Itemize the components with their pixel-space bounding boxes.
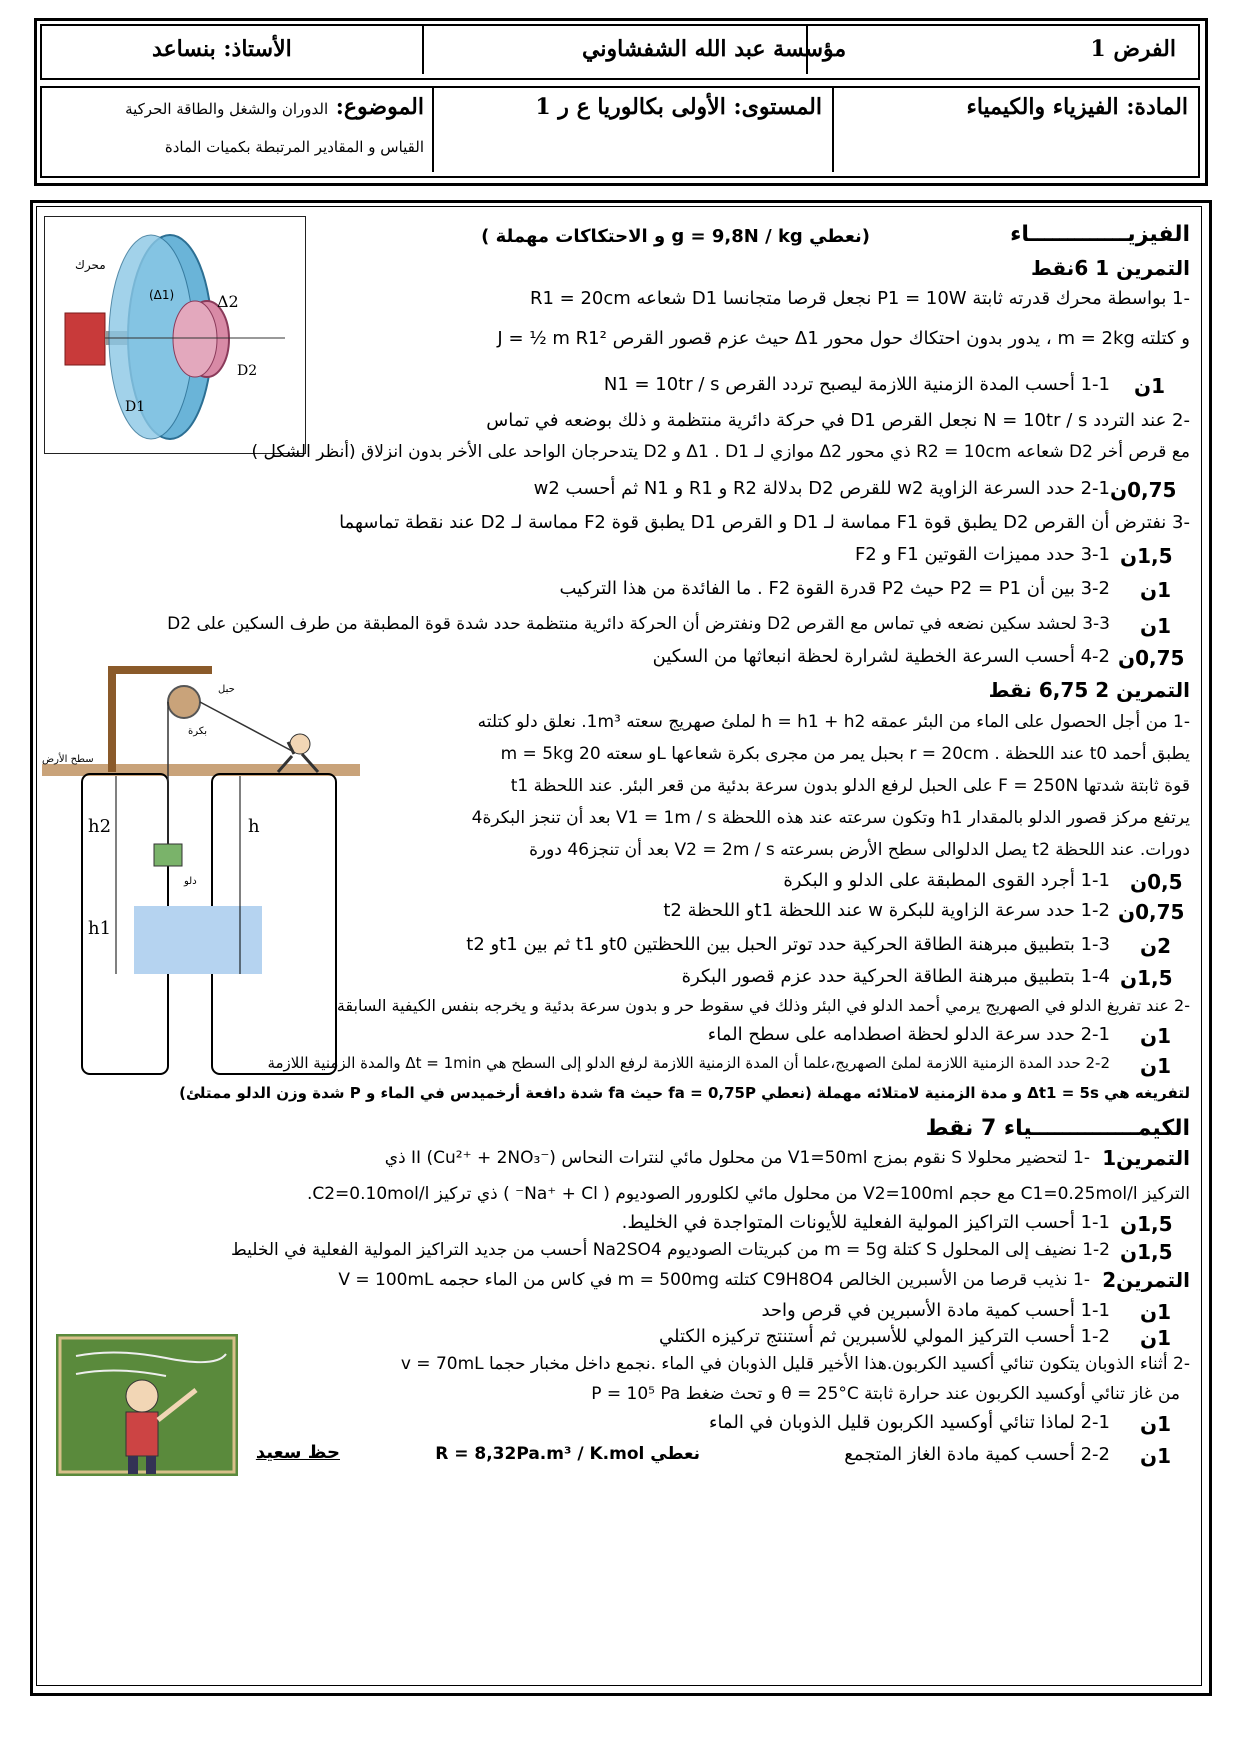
d1-label: D1 [125,399,146,415]
teacher-name: الأستاذ: بنساعد [152,36,292,62]
ex2-points-1: 0,75ن [1118,900,1185,924]
ex2-line-0: -1 من أجل الحصول على الماء من البئر عمقه h = h1 + h2 لملئ صهريج سعته 1m³. نعلق دلو كتلته [477,712,1190,732]
figure-disks [44,216,306,454]
bucket-label: دلو [184,876,197,887]
chem-ex2-points-3: 1ن [1140,1444,1171,1468]
ex1-line-3: -2 عند التردد N = 10tr / s نجعل القرص D1 في حركة دائرية منتظمة و ذلك بوضعه في تماس [486,410,1190,431]
ex2-points-4: 1ن [1140,1024,1171,1048]
bucket [154,844,182,866]
level: المستوى: الأولى بكالوريا ع ر 1 [535,94,822,120]
ex1-line-2: 1-1 أحسب المدة الزمنية اللازمة ليصبح تردد القرص N1 = 10tr / s [603,374,1110,395]
chem-ex1-points-0: 1,5ن [1120,1212,1173,1236]
well-diagram [42,662,360,1082]
subject: المادة: الفيزياء والكيمياء [966,94,1188,120]
motor-body [65,313,105,365]
h2-label: h2 [88,816,112,837]
ex2-points-0: 0,5ن [1130,870,1183,894]
chem-ex2-line-2: 1-2 أحسب التركيز المولي للأسبرين ثم أستنتج تركيزه الكتلي [659,1326,1110,1347]
header-row-2 [40,86,1200,178]
figure-well [42,662,360,1082]
chem-given-R: نعطي R = 8,32Pa.m³ / K.mol [435,1444,700,1464]
figure-chalkboard [56,1334,238,1476]
pulley-label: بكرة [188,726,208,737]
ex1-points-2: 1,5ن [1120,544,1173,568]
rope-label: حبل [218,684,235,695]
ex2-title: التمرين 2 6,75 نقط [988,678,1190,702]
h-label: h [248,816,260,837]
chem-ex2-line-1: 1-1 أحسب كمية مادة الأسبرين في قرص واحد [761,1300,1110,1321]
chemistry-title: الكيمــــــــــــــياء 7 نقط [925,1116,1190,1141]
physics-title: الفيزيـــــــــــــاء [1010,222,1190,247]
chem-ex2-line-5: 2-1 لماذا تنائي أوكسيد الكربون قليل الذوبان في الماء [708,1412,1110,1433]
topic-line-1: الدوران والشغل والطاقة الحركية [125,100,329,118]
ex1-line-5: 2-1 حدد السرعة الزاوية w2 للقرص D2 بدلالة R2 و R1 و N1 ثم أحسب w2 [533,478,1110,499]
header-row-1 [40,24,1200,80]
chem-ex1-line-0: -1 لتحضير محلولا S نقوم بمزج V1=50ml من محلول مائي لنترات النحاس II (Cu²⁺ + 2NO₃⁻) ذي [384,1148,1090,1168]
ex1-line-1: و كتلته m = 2kg ، يدور بدون احتكاك حول محور Δ1 حيث عزم قصور القرص J = ½ m R1² [497,328,1190,349]
chem-ex1-title: التمرين1 [1102,1146,1190,1170]
chem-ex2-points-2: 1ن [1140,1412,1171,1436]
ex2-line-1: m = 5kg و سعته 20L بحبل يمر من مجرى بكرة شعاعها r = 20cm . عند اللحظة t0 يطبق أحمد [500,744,1190,764]
ex2-line-11: 2-2 حدد المدة الزمنية اللازمة لملئ الصهريج،علما أن المدة الزمنية اللازمة لرفع الدلو إلى السطح هي Δt = 1min والمدة الزمنية اللازمة [267,1054,1110,1072]
ex1-line-0: -1 بواسطة محرك قدرته ثابتة P1 = 10W نجعل قرصا متجانسا D1 شعاعه R1 = 20cm [529,288,1190,309]
ex1-points-1: 0,75ن [1110,478,1177,502]
chem-ex1-line-3: 1-2 نضيف إلى المحلول S كتلة m = 5g من كبريتات الصوديوم Na2SO4 أحسب من جديد التراكيز المولية الفعلية في الخليط [230,1240,1110,1260]
topic: الموضوع: الدوران والشغل والطاقة الحركية [125,94,424,120]
good-luck: حظ سعيد [255,1442,340,1463]
ex1-line-6: -3 نفترض أن القرص D2 يطبق قوة F1 مماسة لـ D1 و القرص D1 يطبق قوة F2 مماسة لـ D2 عند نقطة تماسهما [339,512,1190,533]
ex2-points-2: 2ن [1140,934,1171,958]
ex1-points-5: 0,75ن [1118,646,1185,670]
chem-ex2-line-0: -1 نذيب قرصا من الأسبرين الخالص C9H8O4 كتلته m = 500mg في كاس من الماء حجمه V = 100mL [338,1270,1090,1290]
ex1-line-10: 4-2 أحسب السرعة الخطية لشرارة لحظة انبعاثها من السكين [652,646,1110,667]
ex1-line-9: 3-3 لحشد سكين نضعه في تماس مع القرص D2 ونفترض أن الحركة دائرية منتظمة حدد شدة قوة المطبقة من طرف السكين على D2 [167,614,1110,634]
chem-ex1-line-1: التركيز C1=0.25mol/l مع حجم V2=100ml من محلول مائي لكلورور الصوديوم ( Na⁺ + Cl⁻ ) ذي تركيز C2=0.10mol/l. [306,1184,1190,1204]
ex2-line-2: قوة ثابتة شدتها F = 250N على الحبل لرفع الدلو بدون سرعة بدئية من قعر البئر. عند اللحظة t1 [510,776,1190,796]
ex1-line-7: 3-1 حدد مميزات القوتين F1 و F2 [854,544,1110,565]
ex2-line-8: 1-4 بتطبيق مبرهنة الطاقة الحركية حدد عزم قصور البكرة [681,966,1110,987]
devoir-title: الفرض 1 [1090,36,1176,62]
ex1-points-0: 1ن [1134,374,1165,398]
chem-ex1-points-1: 1,5ن [1120,1240,1173,1264]
delta1-label: (Δ1) [149,288,175,302]
ex2-line-7: 1-3 بتطبيق مبرهنة الطاقة الحركية حدد توتر الحبل بين اللحظتين t0و t1 ثم بين t1و t2 [466,934,1110,955]
h1-label: h1 [88,918,112,939]
ex1-line-4: مع قرص أخر D2 شعاعه R2 = 10cm ذي محور Δ2 موازي لـ Δ1 . D1 و D2 يتدحرجان الواحد على الأخر بدون انزلاق (أنظر الشكل ) [251,442,1190,462]
ex1-points-4: 1ن [1140,614,1171,638]
d2-label: D2 [237,363,258,379]
ex1-line-8: 3-2 بين أن P2 = P1 حيث P2 قدرة القوة F2 . ما الفائدة من هذا التركيب [559,578,1110,599]
ex1-points-3: 1ن [1140,578,1171,602]
ex2-line-10: 2-1 حدد سرعة الدلو لحظة اصطدامه على سطح الماء [707,1024,1110,1045]
ex2-line-12: لتفريغه هي Δt1 = 5s و مدة الزمنية لامتلائه مهملة (نعطي fa = 0,75P حيث fa شدة دافعة أرخميدس في الماء و P شدة وزن الدلو ممتلئ) [179,1084,1190,1102]
ex2-line-3: يرتفع مركز قصور الدلو بالمقدار h1 وتكون سرعته عند هذه اللحظة V1 = 1m / s بعد أن تنجز البكرة4 [471,808,1190,828]
ex2-line-4: دورات. عند اللحظة t2 يصل الدلوالى سطح الأرض بسرعته V2 = 2m / s بعد أن تنجز46 دورة [529,840,1190,860]
disks-diagram [45,217,305,453]
institution-name: مؤسسة عبد الله الشفشاوني [582,36,847,62]
motor-label: محرك [75,258,106,272]
chem-ex2-points-1: 1ن [1140,1326,1171,1350]
physics-given: (نعطي g = 9,8N / kg و الاحتكاكات مهملة ) [481,226,870,247]
ex2-line-6: 1-2 حدد سرعة الزاوية للبكرة w عند اللحظة t1و اللحظة t2 [663,900,1110,921]
ground-label: سطح الأرض [42,754,94,765]
pulley [168,686,200,718]
delta2-label: Δ2 [217,292,239,311]
topic-line-2: القياس و المقادير المرتبطة بكميات المادة [164,138,424,156]
ex2-points-5: 1ن [1140,1054,1171,1078]
water [134,906,262,974]
ex2-line-5: 1-1 أجرد القوى المطبقة على الدلو و البكرة [783,870,1110,891]
ex2-line-9: -2 عند تفريغ الدلو في الصهريج يرمي أحمد الدلو في البئر وذلك في سقوط حر و بدون سرعة بدئية و يخرجه بنفس الكيفية السابقة [336,996,1190,1015]
chalkboard-cartoon [56,1334,238,1476]
chem-ex2-points-0: 1ن [1140,1300,1171,1324]
chem-ex2-line-3: -2 أثناء الذوبان يتكون تنائي أكسيد الكربون.هذا الأخير قليل الذوبان في الماء .نجمع داخل مخبار حجما v = 70mL [400,1354,1190,1374]
chem-ex2-title: التمرين2 [1102,1268,1190,1292]
ex1-title: التمرين 1 6نقط [1031,256,1190,280]
chem-ex2-line-4: من غاز تنائي أوكسيد الكربون عند حرارة ثابتة θ = 25°C و تحث ضغط P = 10⁵ Pa [591,1384,1180,1404]
chem-ex1-line-2: 1-1 أحسب التراكيز المولية الفعلية للأيونات المتواجدة في الخليط. [621,1212,1110,1233]
chem-ex2-line-6: 2-2 أحسب كمية مادة الغاز المتجمع [844,1444,1110,1465]
ex2-points-3: 1,5ن [1120,966,1173,990]
